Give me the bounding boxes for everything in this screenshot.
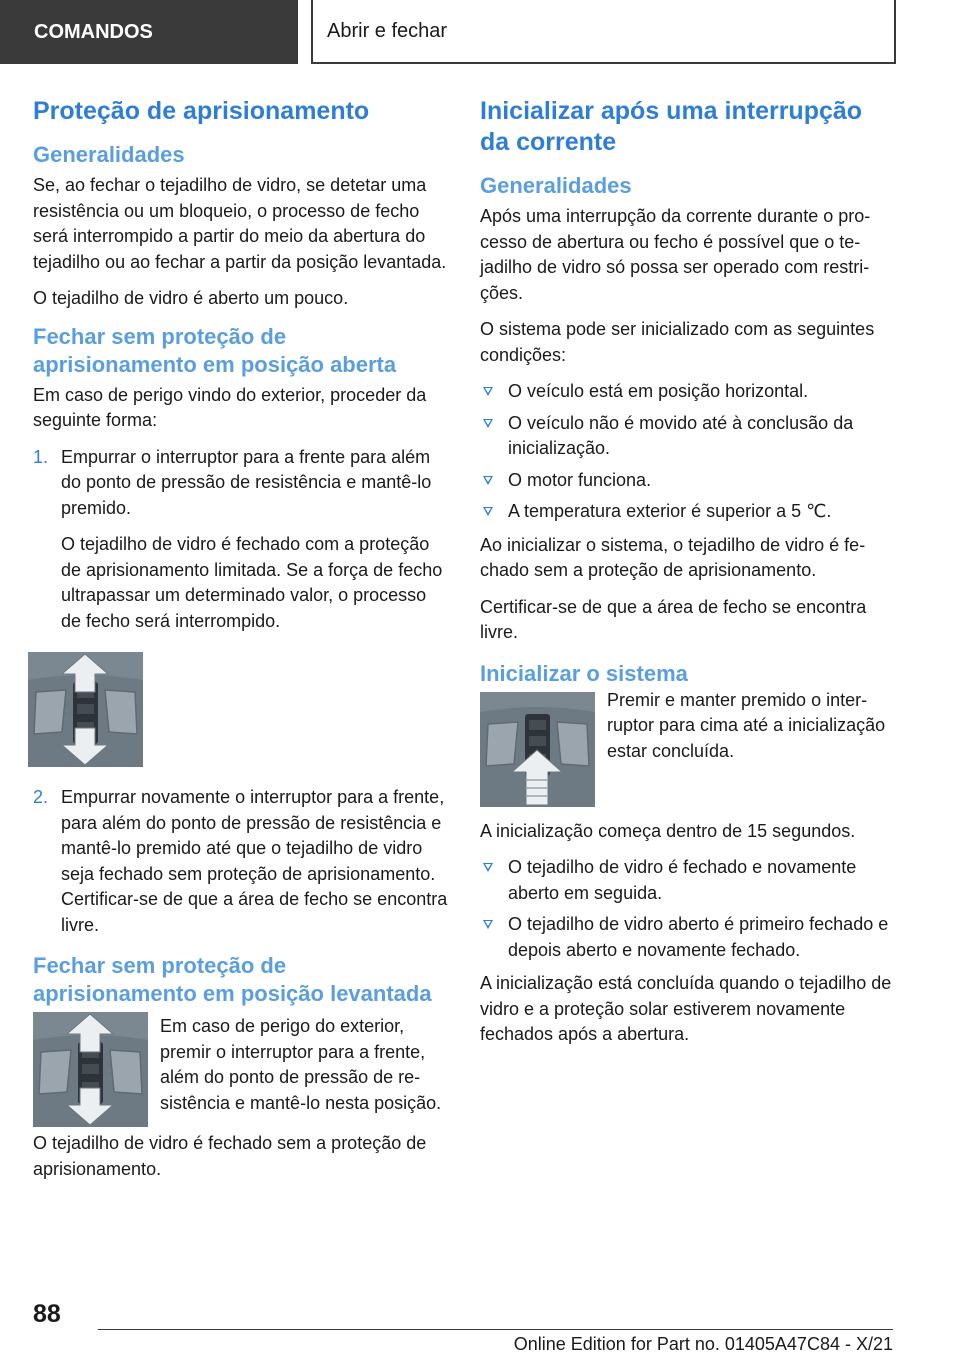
switch-press-up-figure — [480, 692, 595, 807]
footer-divider — [98, 1329, 893, 1330]
triangle-bullet-icon — [483, 419, 493, 428]
init-system-text: Premir e manter premido o interruptor para cima até a inicialização estar concluída. — [607, 689, 886, 761]
triangle-bullet-icon — [483, 920, 493, 929]
list-item — [480, 379, 896, 405]
page-number: 88 — [33, 1300, 61, 1328]
list-item-text: O tejadilho de vidro é fechado e novamente aberto em seguida. — [508, 857, 857, 903]
switch-push-forward-figure — [28, 652, 143, 767]
general-paragraph-2: O sistema pode ser inicializado com as seguintes condições: — [480, 319, 875, 365]
list-item-text: O tejadilho de vidro aberto é primeiro fechado e depois aberto e novamente fechado. — [508, 914, 889, 960]
triangle-bullet-icon — [483, 863, 493, 872]
list-item-text: O motor funciona. — [508, 469, 652, 490]
general-paragraph-4: Certificar-se de que a área de fecho se encontra livre. — [480, 596, 867, 642]
close-raised-block — [33, 1012, 449, 1127]
step-number: 2. — [33, 787, 49, 807]
init-paragraph-1: A inicialização começa dentro de 15 segundos. — [480, 820, 856, 841]
step-1 — [33, 445, 449, 635]
edition-footer: Online Edition for Part no. 01405A47C84 - X/21 — [513, 1334, 893, 1354]
right-column — [480, 96, 896, 1059]
conditions-list — [480, 379, 896, 525]
list-item — [480, 499, 896, 525]
list-item-text: A temperatura exterior é superior a 5 ℃. — [508, 501, 832, 521]
section-label: COMANDOS — [34, 20, 153, 43]
general-heading: Generalidades — [480, 173, 632, 198]
general-paragraph-2: O tejadilho de vidro é aberto um pouco. — [33, 288, 349, 308]
close-open-heading: Fechar sem proteção de aprisionamento em posição aberta — [33, 323, 397, 377]
triangle-bullet-icon — [483, 507, 493, 516]
left-column — [33, 96, 449, 1193]
close-raised-text: Em caso de perigo do exterior, premir o interruptor para a frente, além do ponto de pressão de resistência e mantê-lo nesta posição. — [160, 1016, 442, 1113]
list-item — [480, 912, 896, 963]
init-system-heading: Inicializar o sistema — [480, 660, 688, 686]
step-2 — [33, 785, 449, 938]
list-item — [480, 468, 896, 494]
init-results-list — [480, 855, 896, 963]
power-interruption-title: Inicializar após uma interrupção da corrente — [480, 97, 863, 156]
step-text: Empurrar novamente o interruptor para a frente, para além do ponto de pressão de resistência e mantê-lo premido até que o tejadilho de vidro seja fechado sem proteção de aprisionamento. Certificar-se de que a área de fecho se encontra livre. — [61, 787, 448, 935]
sunroof-switch-up-down-icon — [28, 652, 143, 767]
sunroof-switch-up-down-icon — [33, 1012, 148, 1127]
general-paragraph-3: Ao inicializar o sistema, o tejadilho de vidro é fechado sem a proteção de aprisionamento. — [480, 534, 866, 580]
triangle-bullet-icon — [483, 476, 493, 485]
list-item-text: O veículo não é movido até à conclusão da inicialização. — [508, 412, 854, 458]
close-open-intro: Em caso de perigo vindo do exterior, proceder da seguinte forma: — [33, 384, 427, 430]
init-system-block — [480, 689, 896, 807]
step-number: 1. — [33, 446, 49, 467]
steps-list-2 — [33, 785, 449, 938]
close-raised-after: O tejadilho de vidro é fechado sem a proteção de aprisionamento. — [33, 1133, 427, 1179]
switch-press-forward-figure — [33, 1012, 148, 1127]
sunroof-switch-up-icon — [480, 692, 595, 807]
topic-header — [311, 0, 896, 64]
step-note: O tejadilho de vidro é fechado com a proteção de aprisionamento limitada. Se a força de fecho ultrapassar um determinado valor, o processo de fecho será interrompido. — [61, 534, 443, 631]
list-item — [480, 855, 896, 906]
general-paragraph-1: Se, ao fechar o tejadilho de vidro, se detetar uma resistência ou um bloqueio, o processo de fecho será interrompido a partir do meio da abertura do tejadilho ou ao fechar a partir da posição levantada. — [33, 175, 447, 272]
general-heading: Generalidades — [33, 142, 185, 167]
init-paragraph-2: A inicialização está concluída quando o tejadilho de vidro e a proteção solar estiverem novamente fechados após a abertura. — [480, 973, 892, 1044]
general-paragraph-1: Após uma interrupção da corrente durante o processo de abertura ou fecho é possível que o tejadilho de vidro só possa ser operado com restrições. — [480, 206, 871, 303]
triangle-bullet-icon — [483, 387, 493, 396]
section-tab — [0, 0, 298, 64]
close-raised-heading: Fechar sem proteção de aprisionamento em posição levantada — [33, 953, 432, 1006]
list-item-text: O veículo está em posição horizontal. — [508, 381, 809, 401]
topic-label: Abrir e fechar — [327, 19, 448, 42]
steps-list — [33, 445, 449, 635]
list-item — [480, 411, 896, 462]
pinch-protection-title: Proteção de aprisionamento — [33, 97, 370, 125]
step-text: Empurrar o interruptor para a frente para além do ponto de pressão de resistência e mantê-lo premido. — [61, 446, 432, 518]
